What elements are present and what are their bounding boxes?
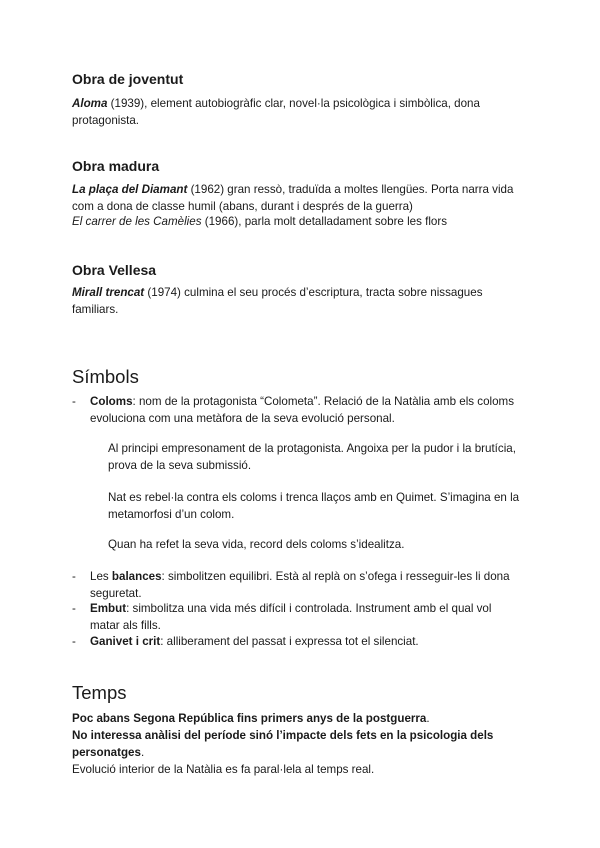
work-text-mirall-trencat: (1974) culmina el seu procés d’escriptura, tracta sobre nissagues familiars.	[72, 286, 483, 316]
paragraph-mirall-trencat	[72, 284, 532, 318]
list-item-balances	[72, 568, 520, 602]
paragraph-placa-diamant	[72, 181, 532, 215]
bullet-dash: -	[72, 395, 76, 408]
coloms-paragraph-2: Al principi empresonament de la protagonista. Angoixa per la pudor i la brutícia, prova de la seva submissió.	[108, 442, 516, 472]
symbol-text-embut: : simbolitza una vida més difícil i controlada. Instrument amb el qual vol matar als fills.	[90, 602, 492, 632]
symbol-text-balances: : simbolitzen equilibri. Està al replà on s’ofega i resseguir-les li dona seguretat.	[90, 570, 510, 600]
paragraph-carrer-camelies	[72, 213, 532, 230]
list-item-embut	[72, 600, 520, 634]
symbol-prefix-balances: Les	[90, 570, 112, 583]
temps-line-3: Evolució interior de la Natàlia es fa paral·lela al temps real.	[72, 763, 375, 776]
temps-line-2-bold: No interessa anàlisi del període sinó l’impacte dels fets en la psicologia dels personatges	[72, 729, 494, 759]
work-title-placa-diamant: La plaça del Diamant	[72, 183, 188, 196]
heading-obra-vellesa: Obra Vellesa	[72, 262, 157, 278]
heading-obra-madura: Obra madura	[72, 158, 160, 174]
temps-line-2-end: .	[140, 746, 145, 759]
list-item-coloms	[72, 393, 520, 427]
heading-obra-joventut: Obra de joventut	[72, 71, 184, 87]
temps-line-1	[72, 710, 532, 727]
temps-line-2	[72, 727, 532, 761]
symbol-text-ganivet: : alliberament del passat i expressa tot el silenciat.	[160, 635, 419, 648]
symbol-label-coloms: Coloms	[90, 395, 133, 408]
work-title-mirall-trencat: Mirall trencat	[72, 286, 145, 299]
coloms-paragraph-3: Nat es rebel·la contra els coloms i trenca llaços amb en Quimet. S’imagina en la metamorfosi d’un colom.	[108, 491, 520, 521]
symbol-label-embut: Embut	[90, 602, 127, 615]
coloms-paragraph-4: Quan ha refet la seva vida, record dels coloms s’idealitza.	[108, 538, 405, 551]
bullet-dash: -	[72, 602, 76, 615]
symbol-label-balances: balances	[111, 570, 162, 583]
heading-temps: Temps	[72, 682, 127, 703]
bullet-dash: -	[72, 635, 76, 648]
temps-line-1-end: .	[426, 712, 430, 725]
work-text-placa-diamant: (1962) gran ressò, traduïda a moltes llengües. Porta narra vida com a dona de classe humil (abans, durant i després de la guerra)	[72, 183, 514, 213]
work-text-aloma: (1939), element autobiogràfic clar, novel·la psicològica i simbòlica, dona protagonista.	[72, 97, 480, 127]
heading-simbols: Símbols	[72, 366, 139, 387]
paragraph-aloma	[72, 95, 532, 129]
symbol-text-coloms: : nom de la protagonista “Colometa”. Relació de la Natàlia amb els coloms evoluciona com una metàfora de la seva evolució personal.	[90, 395, 515, 425]
work-title-aloma: Aloma	[72, 97, 108, 110]
bullet-dash: -	[72, 570, 76, 583]
work-text-carrer-camelies: (1966), parla molt detalladament sobre les flors	[201, 215, 448, 228]
symbol-label-ganivet: Ganivet i crit	[90, 635, 161, 648]
list-item-ganivet	[72, 633, 520, 650]
work-title-carrer-camelies: El carrer de les Camèlies	[72, 215, 202, 228]
temps-line-1-bold: Poc abans Segona República fins primers anys de la postguerra	[72, 712, 427, 725]
